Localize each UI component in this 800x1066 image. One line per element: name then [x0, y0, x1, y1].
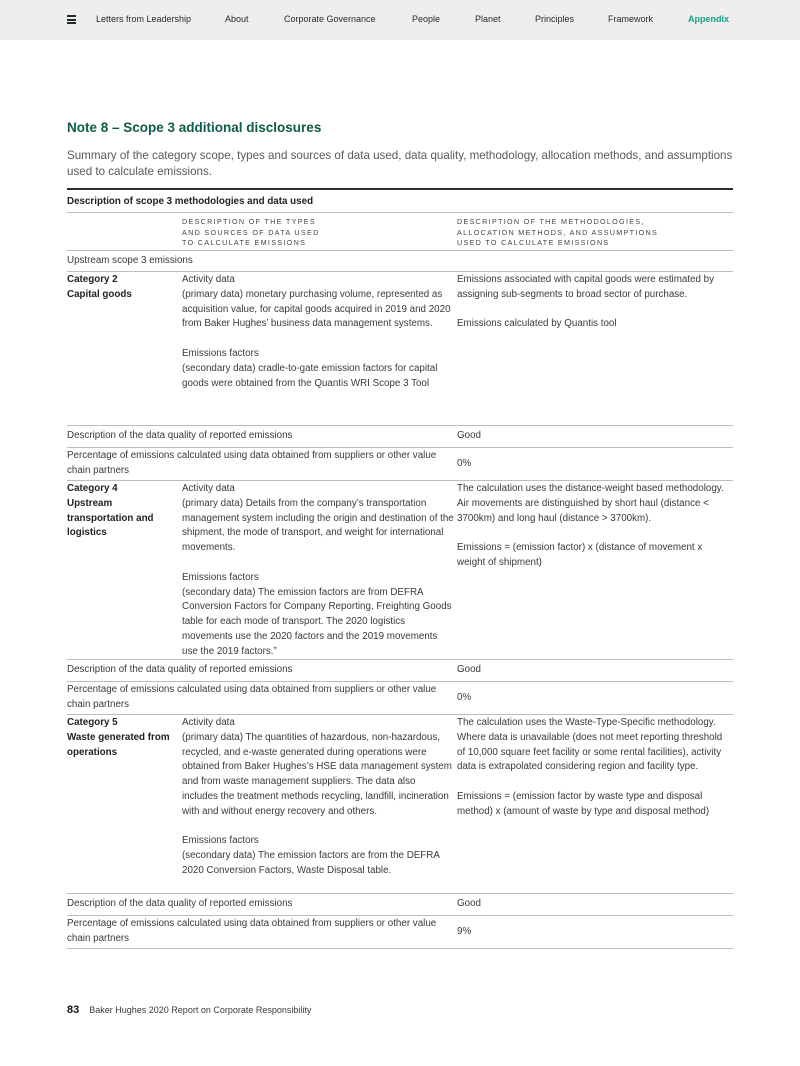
top-navigation [0, 0, 800, 40]
data-quality-label: Description of the data quality of reported emissions [67, 430, 293, 441]
table-row [67, 660, 733, 682]
page-title: Note 8 – Scope 3 additional disclosures [67, 120, 322, 135]
scope3-table [67, 188, 733, 949]
category-data-sources: Activity data (primary data) monetary purchasing volume, represented as acquisition value, for capital goods acquired in 2019 and 2020 from Baker Hughes’ business data management systems. Emissions factors (secondary data) cradle-to-gate emission factors for capital goods were obtained from the Quantis WRI Scope 3 Tool [182, 274, 451, 389]
table-heading-row [67, 190, 733, 213]
menu-icon[interactable] [67, 15, 76, 24]
category-data-sources: Activity data (primary data) Details from the company’s transportation management system including the origin and destination of the shipment, the mode of transport, and weight for international movements. Emissions factors (secondary data) The emission factors are from DEFRA Conversion Factors for Company Reporting, Freighting Goods table for each mode of transport. The 2020 logistics movements use the 2020 factors and the 2019 movements use the 2019 factors.” [182, 483, 454, 657]
table-row [67, 894, 733, 916]
nav-appendix[interactable]: Appendix [688, 14, 730, 24]
supplier-percentage-value: 9% [457, 926, 472, 937]
nav-principles[interactable]: Principles [535, 14, 575, 24]
column-header-row [67, 213, 733, 251]
supplier-percentage-value: 0% [457, 458, 472, 469]
table-row [67, 715, 733, 894]
report-title: Baker Hughes 2020 Report on Corporate Responsibility [89, 1005, 312, 1015]
section-row [67, 251, 733, 272]
page-number: 83 [67, 1004, 80, 1016]
nav-about[interactable]: About [225, 14, 249, 24]
table-row [67, 682, 733, 715]
page-footer [67, 1004, 311, 1016]
category-data-sources: Activity data (primary data) The quantities of hazardous, non-hazardous, recycled, and e-waste generated during operations were obtained from Baker Hughes’s HSE data management system and from waste management suppliers. The data also includes the treatment methods recycling, landfill, incineration with and without energy recovery and others. Emissions factors (secondary data) The emission factors are from the DEFRA 2020 Conversion Factors, Waste Disposal table. [182, 717, 452, 876]
table-row [67, 272, 733, 426]
nav-letters-from-leadership[interactable]: Letters from Leadership [96, 14, 192, 24]
nav-corporate-governance[interactable]: Corporate Governance [284, 14, 376, 24]
table-row [67, 916, 733, 949]
category-methodology: The calculation uses the distance-weight based methodology. Air movements are distinguished by short haul (distance < 3700km) and long haul (distance > 3700km). Emissions = (emission factor) x (distance of movement x weight of shipment) [457, 483, 724, 568]
supplier-percentage-label: Percentage of emissions calculated using data obtained from suppliers or other value chain partners [67, 918, 437, 944]
nav-people[interactable]: People [412, 14, 441, 24]
data-quality-value: Good [457, 430, 481, 441]
nav-planet[interactable]: Planet [475, 14, 501, 24]
data-quality-label: Description of the data quality of reported emissions [67, 664, 293, 675]
page-subtitle: Summary of the category scope, types and sources of data used, data quality, methodology, allocation methods, and assumptions used to calculate emissions. [67, 149, 733, 178]
table-heading: Description of scope 3 methodologies and data used [67, 196, 314, 207]
data-quality-value: Good [457, 664, 481, 675]
supplier-percentage-value: 0% [457, 692, 472, 703]
category-methodology: The calculation uses the Waste-Type-Specific methodology. Where data is unavailable (does not meet reporting threshold of 10,000 square feet facility or some rental facilities), activity data is extrapolated considering region and facility type. Emissions = (emission factor by waste type and disposal method) x (amount of waste by type and disposal method) [457, 717, 723, 817]
data-quality-label: Description of the data quality of reported emissions [67, 898, 293, 909]
column-header-data-sources: DESCRIPTION OF THE TYPES AND SOURCES OF DATA USED TO CALCULATE EMISSIONS [182, 217, 320, 247]
category-name: Category 2 Capital goods [67, 274, 132, 300]
table-row [67, 448, 733, 481]
table-row [67, 426, 733, 448]
nav-framework[interactable]: Framework [608, 14, 654, 24]
data-quality-value: Good [457, 898, 481, 909]
category-name: Category 5 Waste generated from operations [67, 717, 170, 758]
section-label: Upstream scope 3 emissions [67, 255, 193, 266]
supplier-percentage-label: Percentage of emissions calculated using data obtained from suppliers or other value chain partners [67, 684, 437, 710]
column-header-methodologies: DESCRIPTION OF THE METHODOLOGIES, ALLOCATION METHODS, AND ASSUMPTIONS USED TO CALCULATE EMISSIONS [457, 217, 659, 247]
category-methodology: Emissions associated with capital goods were estimated by assigning sub-segments to broad sector of purchase. Emissions calculated by Quantis tool [457, 274, 715, 330]
table-row [67, 481, 733, 660]
category-name: Category 4 Upstream transportation and logistics [67, 483, 154, 539]
supplier-percentage-label: Percentage of emissions calculated using data obtained from suppliers or other value chain partners [67, 450, 437, 476]
